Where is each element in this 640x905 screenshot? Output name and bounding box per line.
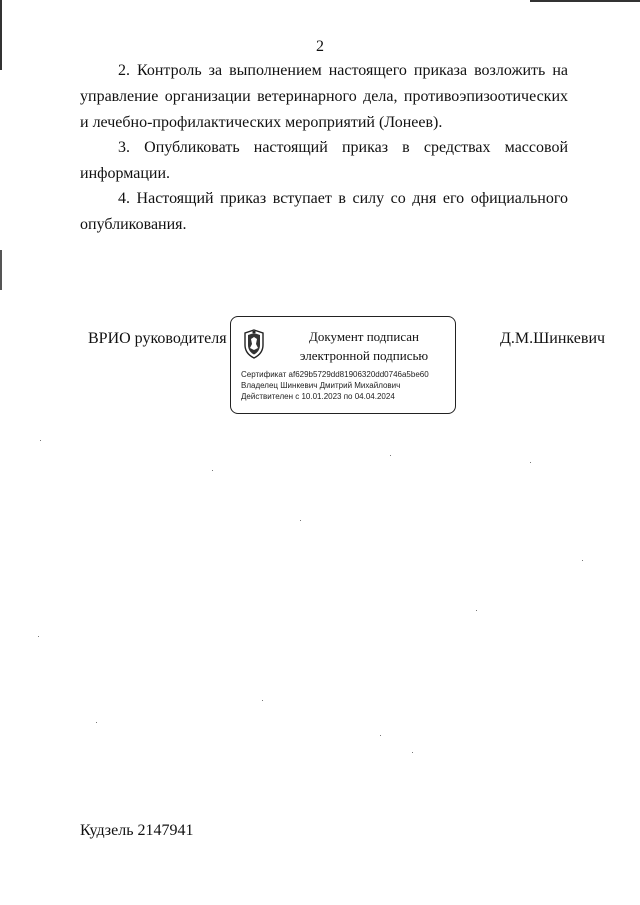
signatory-title: ВРИО руководителя xyxy=(88,330,227,347)
scan-speck xyxy=(96,722,97,723)
signatory-name: Д.М.Шинкевич xyxy=(500,330,606,347)
electronic-signature-stamp xyxy=(230,316,456,414)
stamp-owner: Владелец Шинкевич Дмитрий Михайлович xyxy=(241,381,401,390)
scan-edge-left xyxy=(0,0,2,905)
stamp-certificate: Сертификат af629b5729dd81906320dd0746a5be60 xyxy=(241,370,429,379)
paragraph-2 xyxy=(80,58,568,136)
paragraph-3-text: 3. Опубликовать настоящий приказ в средствах массовой информации. xyxy=(80,139,568,182)
paragraph-3 xyxy=(80,135,568,187)
scan-speck xyxy=(530,462,531,463)
stamp-header xyxy=(279,327,449,365)
scan-speck xyxy=(582,560,583,561)
scan-speck xyxy=(212,470,213,471)
executor-note: Кудзель 2147941 xyxy=(80,822,194,839)
scan-edge-top xyxy=(530,0,640,2)
paragraph-2-text: 2. Контроль за выполнением настоящего приказа возложить на управление организации ветеринарного дела, противоэпизоотических и лечебно-профилактических мероприятий (Лонеев). xyxy=(80,62,568,131)
stamp-details xyxy=(241,369,451,402)
scan-speck xyxy=(300,520,301,521)
page-number: 2 xyxy=(316,38,324,55)
scan-speck xyxy=(412,752,413,753)
stamp-header-line1: Документ подписан xyxy=(309,329,419,344)
stamp-header-line2: электронной подписью xyxy=(299,348,429,363)
scan-speck xyxy=(40,440,41,441)
scan-speck xyxy=(38,636,39,637)
paragraph-4-text: 4. Настоящий приказ вступает в силу со дня его официального опубликования. xyxy=(80,190,568,233)
signature-block xyxy=(0,316,640,416)
scan-speck xyxy=(476,610,477,611)
scan-speck xyxy=(380,735,381,736)
scan-speck xyxy=(262,700,263,701)
paragraph-4 xyxy=(80,186,568,238)
scan-speck xyxy=(390,455,391,456)
stamp-validity: Действителен с 10.01.2023 по 04.04.2024 xyxy=(241,392,395,401)
coat-of-arms-icon xyxy=(243,329,265,359)
